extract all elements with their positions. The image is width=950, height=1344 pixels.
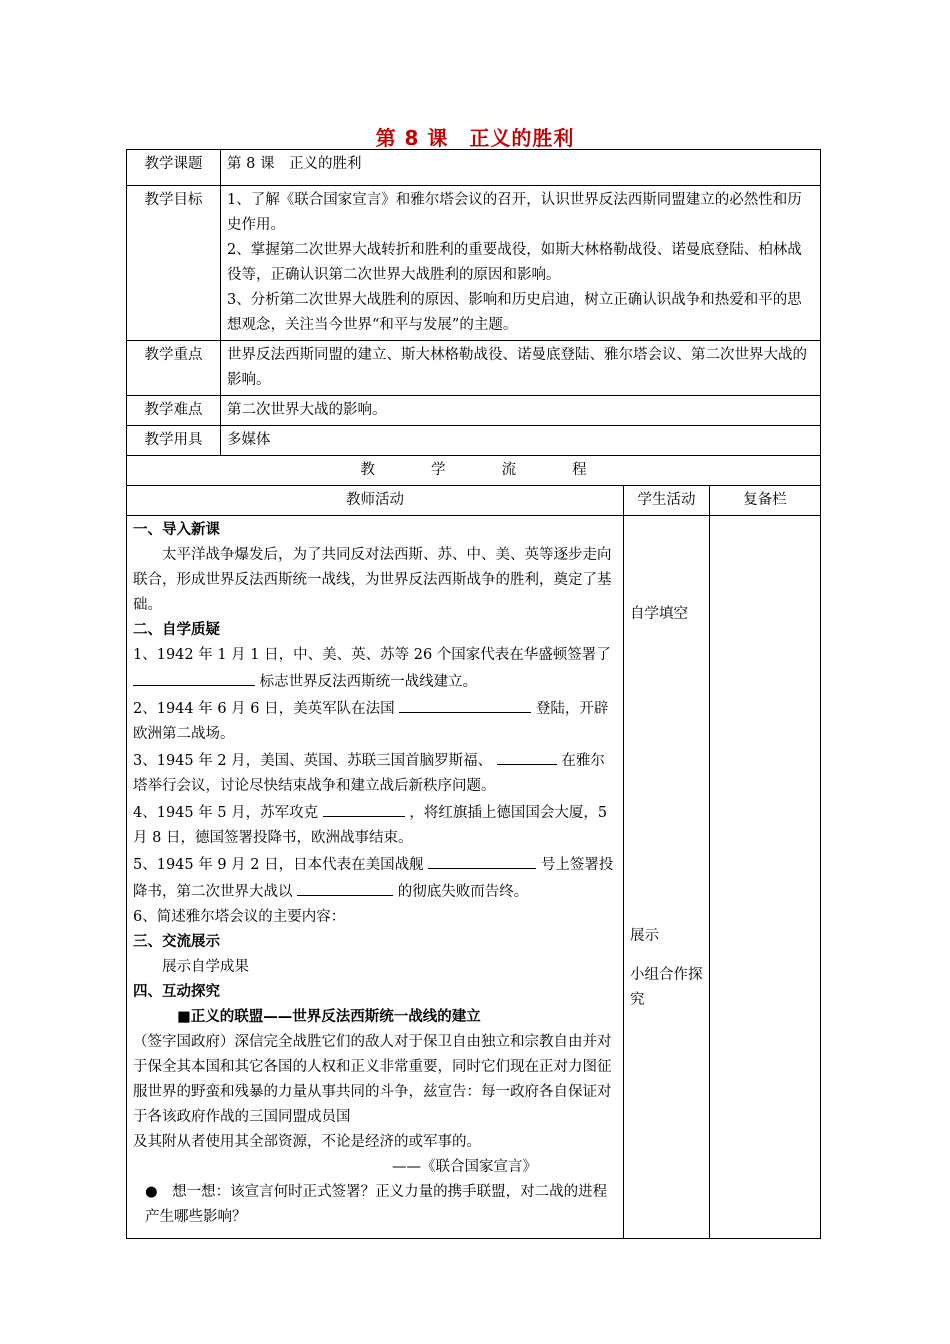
flow-char: 流 — [501, 462, 517, 478]
flow-header-row — [127, 456, 821, 486]
question-1: 1、1942 年 1 月 1 日，中、美、英、苏等 26 个国家代表在华盛顿签署了 标志世界反法西斯统一战线建立。 — [133, 647, 611, 690]
student-activity-item: 展示 — [630, 928, 659, 944]
declaration-quote-end: 及其附从者使用其全部资源，不论是经济的或军事的。 — [133, 1134, 481, 1150]
tools-row — [127, 426, 821, 456]
tools-label: 教学用具 — [127, 426, 221, 456]
subsection-heading: ■正义的联盟——世界反法西斯统一战线的建立 — [177, 1009, 481, 1025]
think-question: ● 想一想：该宣言何时正式签署？正义力量的携手联盟，对二战的进程产生哪些影响？ — [145, 1184, 608, 1225]
lesson-plan-table — [126, 149, 821, 1239]
flow-char: 教 — [360, 462, 375, 478]
topic-value: 第 8 课 正义的胜利 — [221, 150, 821, 186]
section-title: 一、导入新课 — [133, 522, 220, 538]
section-title: 四、互动探究 — [133, 984, 220, 1000]
declaration-quote: （签字国政府）深信完全战胜它们的敌人对于保卫自由独立和宗教自由并对于保全其本国和其它各国的人权和正义非常重要，同时它们现在正对力图征服世界的野蛮和残暴的力量从事共同的斗争，兹宣告：每一政府各自保证对于各该政府作战的三国同盟成员国 — [133, 1034, 612, 1125]
fill-blank[interactable] — [133, 668, 255, 686]
difficulty-value: 第二次世界大战的影响。 — [221, 396, 821, 426]
question-3: 3、1945 年 2 月，美国、英国、苏联三国首脑罗斯福、 在雅尔塔举行会议，讨论尽快结束战争和建立战后新秩序问题。 — [133, 747, 617, 799]
page-title: 第 8 课 正义的胜利 — [375, 126, 575, 150]
flow-char: 程 — [572, 462, 587, 478]
section-title: 三、交流展示 — [133, 934, 220, 950]
key-points-row — [127, 341, 821, 396]
teacher-activity-header: 教师活动 — [127, 486, 624, 516]
question-4: 4、1945 年 5 月，苏军攻克 ，将红旗插上德国国会大厦，5 月 8 日，德国签署投降书，欧洲战事结束。 — [133, 799, 617, 851]
student-activity-item: 小组合作探究 — [630, 967, 703, 1008]
goals-value — [221, 186, 821, 341]
goals-label: 教学目标 — [127, 186, 221, 341]
section-title: 二、自学质疑 — [133, 622, 220, 638]
key-points-value: 世界反法西斯同盟的建立、斯大林格勒战役、诺曼底登陆、雅尔塔会议、第二次世界大战的影响。 — [221, 341, 821, 396]
key-points-label: 教学重点 — [127, 341, 221, 396]
quote-source: ——《联合国家宣言》 — [392, 1159, 537, 1175]
goal-item: 2、掌握第二次世界大战转折和胜利的重要战役，如斯大林格勒战役、诺曼底登陆、柏林战役等，正确认识第二次世界大战胜利的原因和影响。 — [227, 242, 802, 283]
question-5: 5、1945 年 9 月 2 日，日本代表在美国战舰 号上签署投降书，第二次世界大战以 的彻底失败而告终。 — [133, 851, 617, 905]
goal-item: 3、分析第二次世界大战胜利的原因、影响和历史启迪，树立正确认识战争和热爱和平的思想观念，关注当今世界“和平与发展”的主题。 — [227, 292, 802, 333]
student-activity-cell — [624, 516, 710, 1239]
fill-blank[interactable] — [399, 695, 531, 713]
fill-blank[interactable] — [497, 747, 557, 765]
question-2: 2、1944 年 6 月 6 日，美英军队在法国 登陆，开辟欧洲第二战场。 — [133, 695, 617, 747]
notes-cell — [710, 516, 821, 1239]
exchange-text: 展示自学成果 — [162, 959, 249, 975]
difficulty-row — [127, 396, 821, 426]
tools-value: 多媒体 — [221, 426, 821, 456]
difficulty-label: 教学难点 — [127, 396, 221, 426]
intro-text: 太平洋战争爆发后，为了共同反对法西斯、苏、中、美、英等逐步走向联合，形成世界反法西斯统一战线，为世界反法西斯战争的胜利，奠定了基础。 — [133, 547, 612, 613]
column-header-row — [127, 486, 821, 516]
topic-row — [127, 150, 821, 186]
topic-label: 教学课题 — [127, 150, 221, 186]
teaching-flow-header — [127, 456, 821, 486]
question-6: 6、简述雅尔塔会议的主要内容： — [133, 909, 346, 925]
student-activity-header: 学生活动 — [624, 486, 710, 516]
student-activity-item: 自学填空 — [630, 606, 688, 622]
flow-char: 学 — [430, 462, 446, 478]
fill-blank[interactable] — [323, 799, 405, 817]
fill-blank[interactable] — [297, 878, 393, 896]
teacher-activity-cell — [127, 516, 624, 1239]
fill-blank[interactable] — [428, 851, 536, 869]
content-row — [127, 516, 821, 1239]
notes-header: 复备栏 — [710, 486, 821, 516]
goals-row — [127, 186, 821, 341]
goal-item: 1、了解《联合国家宣言》和雅尔塔会议的召开，认识世界反法西斯同盟建立的必然性和历史作用。 — [227, 192, 802, 233]
